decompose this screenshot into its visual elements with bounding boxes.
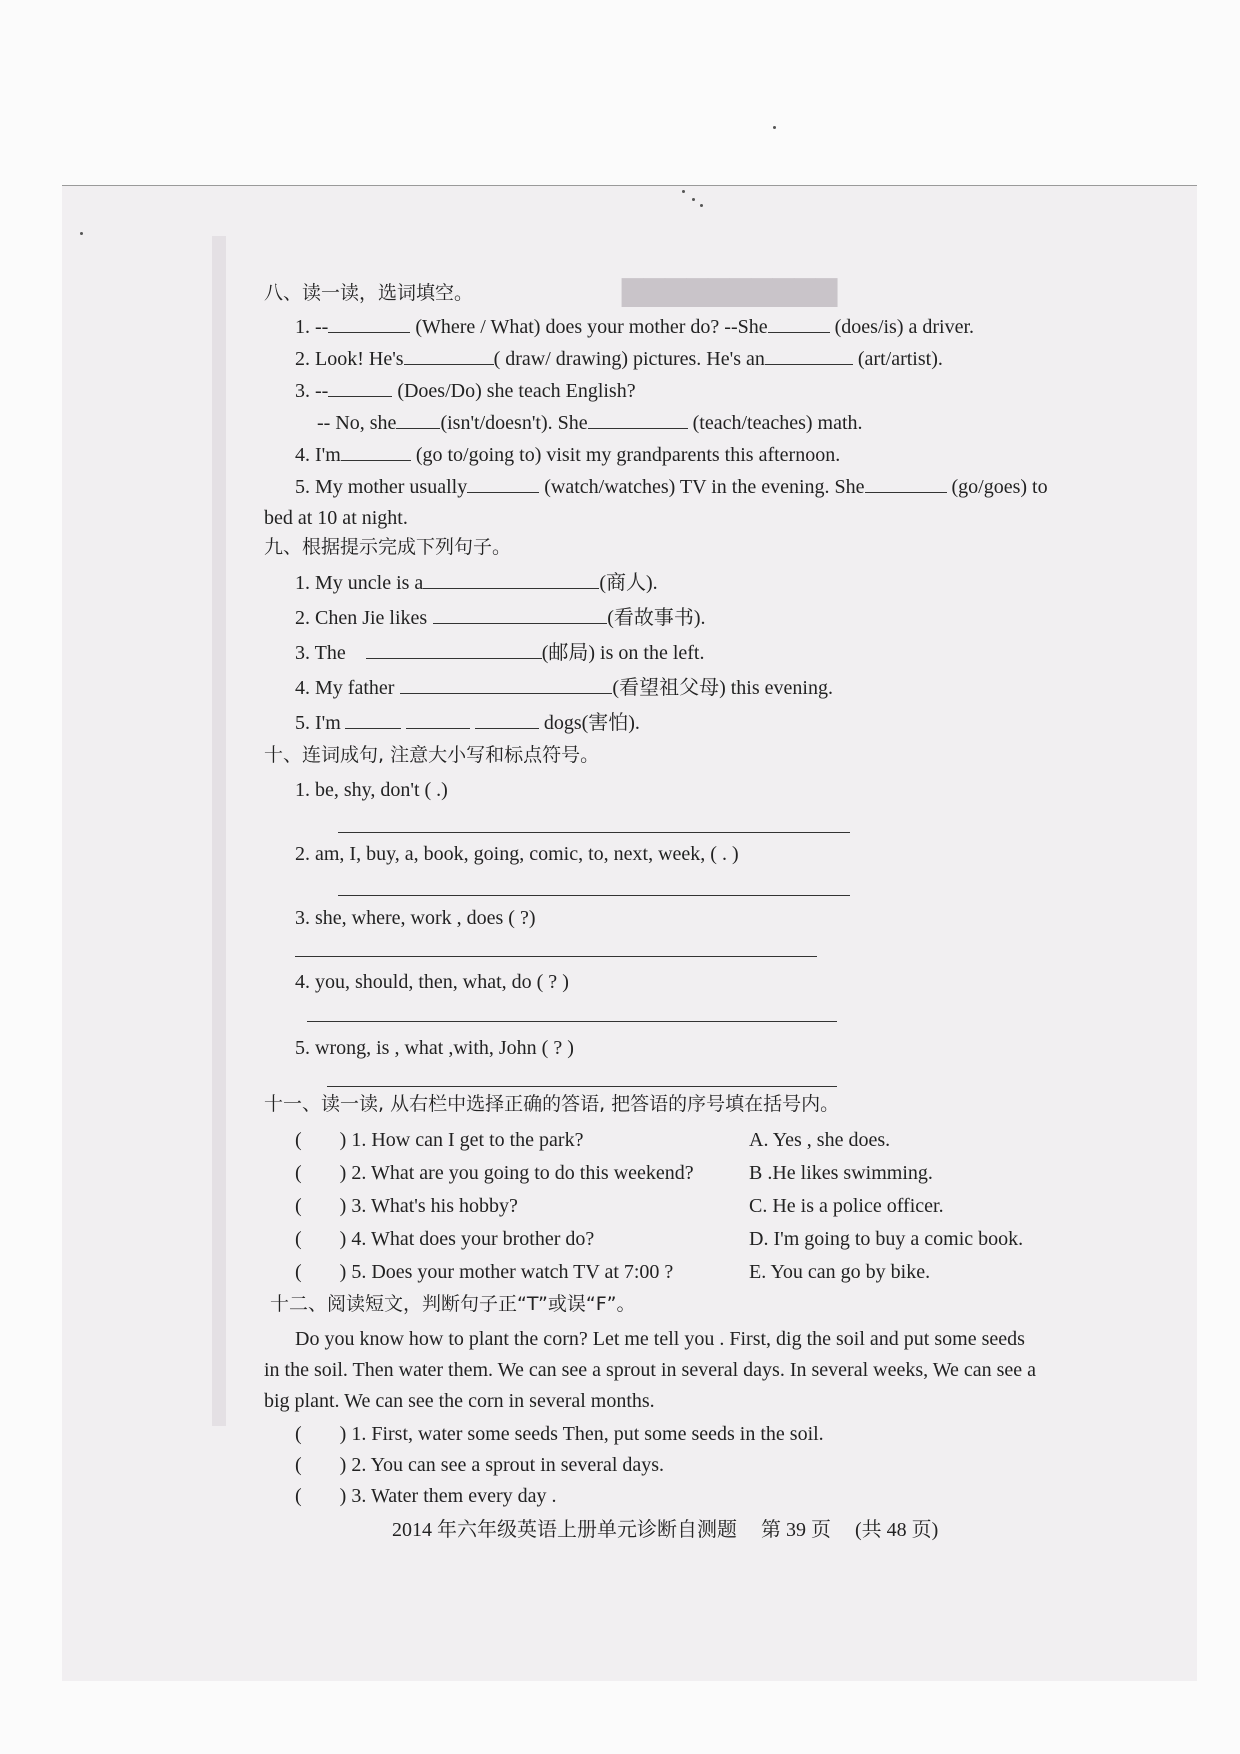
exam-content [62,186,1197,1681]
sec8-question-5: 5. My mother usually (watch/watches) TV in the evening. She (go/goes) to [295,476,1048,498]
answer-line[interactable] [338,895,850,896]
sec9-question-2: 2. Chen Jie likes (看故事书). [295,607,706,629]
match-question-3[interactable]: ( ) 3. What's his hobby? [295,1195,518,1217]
reading-passage-line-3: big plant. We can see the corn in several months. [264,1390,655,1412]
sec9-question-4: 4. My father (看望祖父母) this evening. [295,677,833,699]
match-question-2[interactable]: ( ) 2. What are you going to do this weekend? [295,1162,694,1184]
judge-item-3[interactable]: ( ) 3. Water them every day . [295,1485,557,1507]
page-footer [392,1518,938,1542]
judge-item-2[interactable]: ( ) 2. You can see a sprout in several days. [295,1454,665,1476]
answer-blank[interactable] [865,475,947,493]
answer-blank[interactable] [467,475,539,493]
footer-page-total: (共 48 页) [855,1519,939,1541]
answer-blank[interactable] [400,676,612,694]
section-11-title: 十一、读一读, 从右栏中选择正确的答语, 把答语的序号填在括号内。 [264,1093,840,1115]
sec10-question-2: 2. am, I, buy, a, book, going, comic, to, next, week, ( . ) [295,843,739,865]
answer-line[interactable] [338,832,850,833]
scan-speck [700,204,703,207]
match-question-4[interactable]: ( ) 4. What does your brother do? [295,1228,595,1250]
answer-line[interactable] [307,1021,837,1022]
sec9-question-5: 5. I'm dogs(害怕). [295,712,640,734]
sec10-question-4: 4. you, should, then, what, do ( ? ) [295,971,569,993]
answer-blank[interactable] [345,711,401,729]
answer-blank[interactable] [475,711,539,729]
answer-blank[interactable] [328,379,392,397]
footer-page-number: 第 39 页 [761,1519,831,1541]
answer-blank[interactable] [341,443,411,461]
answer-blank[interactable] [404,347,494,365]
answer-blank[interactable] [423,571,599,589]
sec8-question-2: 2. Look! He's ( draw/ drawing) pictures. He's an (art/artist). [295,348,943,370]
sec8-question-3: 3. -- (Does/Do) she teach English? [295,380,636,402]
footer-title: 2014 年六年级英语上册单元诊断自测题 [392,1519,737,1541]
answer-line[interactable] [295,956,817,957]
sec8-question-5-cont: bed at 10 at night. [264,507,408,529]
answer-blank[interactable] [768,315,830,333]
sec10-question-1: 1. be, shy, don't ( .) [295,779,448,801]
section-10-title: 十、连词成句, 注意大小写和标点符号。 [264,744,600,766]
section-9-title: 九、根据提示完成下列句子。 [264,536,512,558]
match-answer-d: D. I'm going to buy a comic book. [749,1228,1024,1250]
reading-passage-line-1: Do you know how to plant the corn? Let me tell you . First, dig the soil and put some seeds [295,1328,1025,1350]
section-12-title: 十二、阅读短文，判断句子正“T”或误“F”。 [270,1293,636,1315]
scan-speck [692,198,695,201]
answer-blank[interactable] [433,606,607,624]
answer-blank[interactable] [366,641,542,659]
sec8-question-3-cont: -- No, she (isn't/doesn't). She (teach/teaches) math. [317,412,863,434]
match-question-1[interactable]: ( ) 1. How can I get to the park? [295,1129,584,1151]
reading-passage-line-2: in the soil. Then water them. We can see a sprout in several days. In several weeks, We can see a [264,1359,1037,1381]
match-answer-e: E. You can go by bike. [749,1261,931,1283]
match-answer-b: B .He likes swimming. [749,1162,933,1184]
sec8-question-4: 4. I'm (go to/going to) visit my grandparents this afternoon. [295,444,841,466]
section-8-title: 八、读一读，选词填空。 [264,282,474,304]
scan-speck [80,232,83,235]
bleed-through-decoration: ▇▇▇▇▇▇▇▇▇▇ [622,276,838,307]
answer-blank[interactable] [406,711,470,729]
exam-page [62,185,1197,1681]
sec9-question-1: 1. My uncle is a (商人). [295,572,658,594]
judge-item-1[interactable]: ( ) 1. First, water some seeds Then, put some seeds in the soil. [295,1423,824,1445]
answer-line[interactable] [327,1086,837,1087]
answer-blank[interactable] [396,411,440,429]
match-answer-a: A. Yes , she does. [749,1129,891,1151]
answer-blank[interactable] [588,411,688,429]
scan-speck [773,126,776,129]
sec10-question-3: 3. she, where, work , does ( ?) [295,907,536,929]
sec8-question-1: 1. -- (Where / What) does your mother do? --She (does/is) a driver. [295,316,975,338]
match-question-5[interactable]: ( ) 5. Does your mother watch TV at 7:00 ? [295,1261,674,1283]
answer-blank[interactable] [328,315,410,333]
sec10-question-5: 5. wrong, is , what ,with, John ( ? ) [295,1037,574,1059]
scan-speck [682,190,685,193]
answer-blank[interactable] [765,347,853,365]
match-answer-c: C. He is a police officer. [749,1195,944,1217]
sec9-question-3: 3. The (邮局) is on the left. [295,642,705,664]
